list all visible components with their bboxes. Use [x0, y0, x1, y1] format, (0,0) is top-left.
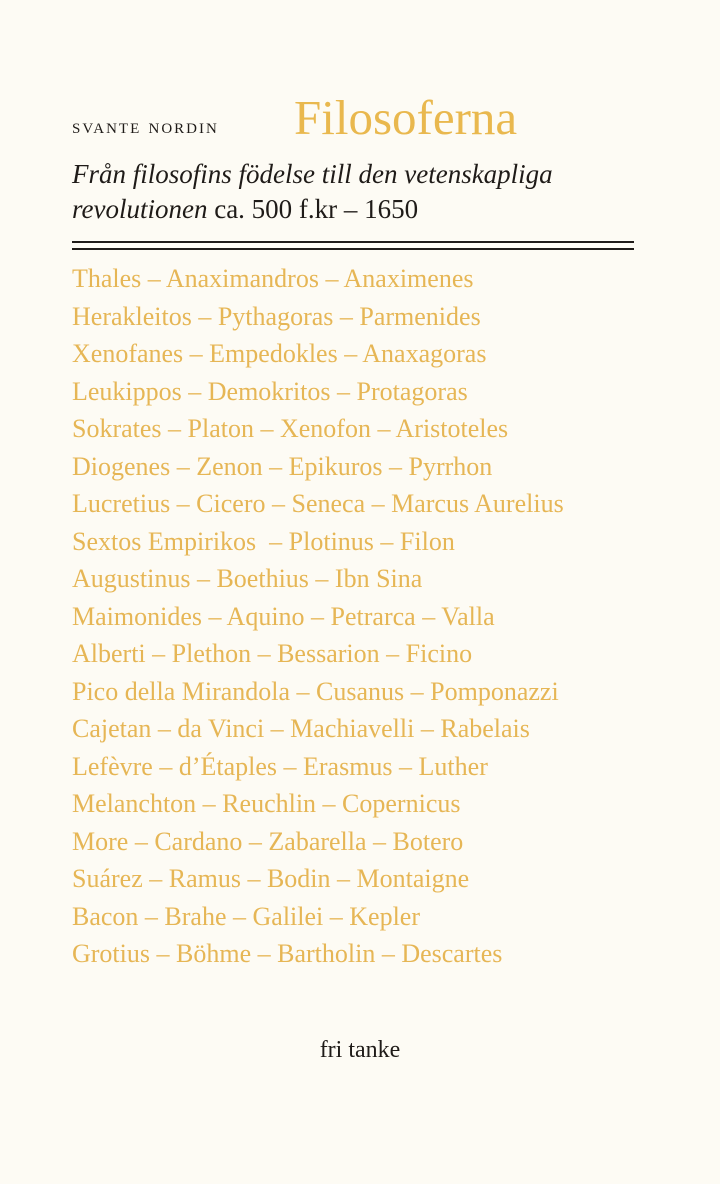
book-title: Filosoferna [294, 90, 518, 145]
philosopher-line: More – Cardano – Zabarella – Botero [72, 826, 464, 856]
philosopher-line: Suárez – Ramus – Bodin – Montaigne [72, 864, 470, 893]
philosopher-line: Melanchton – Reuchlin – Copernicus [72, 789, 461, 818]
publisher-name: fri tanke [319, 1037, 401, 1063]
philosopher-line: Augustinus – Boethius – Ibn Sina [72, 564, 423, 593]
philosopher-line: Maimonides – Aquino – Petrarca – Valla [72, 601, 495, 631]
divider-rule-top [72, 241, 634, 243]
divider-rule-bottom [72, 248, 634, 250]
philosopher-line: Sextos Empirikos – Plotinus – Filon [72, 526, 455, 556]
philosopher-line: Leukippos – Demokritos – Protagoras [72, 376, 468, 406]
philosopher-line: Xenofanes – Empedokles – Anaxagoras [72, 339, 487, 368]
philosopher-line: Sokrates – Platon – Xenofon – Aristoteles [72, 414, 509, 443]
author-name: svante nordin [72, 114, 219, 138]
philosopher-line: Bacon – Brahe – Galilei – Kepler [72, 901, 420, 931]
philosopher-line: Diogenes – Zenon – Epikuros – Pyrrhon [72, 451, 493, 481]
philosopher-line: Herakleitos – Pythagoras – Parmenides [72, 301, 481, 331]
philosopher-line: Thales – Anaximandros – Anaximenes [72, 264, 474, 293]
subtitle-text: Från filosofins födelse till den vetenskapliga revolutionen [72, 159, 553, 224]
cover-header [72, 88, 652, 148]
philosopher-line: Lefèvre – d’Étaples – Erasmus – Luther [72, 751, 488, 781]
philosopher-line: Cajetan – da Vinci – Machiavelli – Rabelais [72, 714, 530, 743]
book-subtitle [72, 157, 652, 227]
philosopher-line: Grotius – Böhme – Bartholin – Descartes [72, 939, 503, 968]
philosopher-list [72, 260, 692, 973]
philosopher-line: Lucretius – Cicero – Seneca – Marcus Aurelius [72, 489, 564, 518]
philosopher-line: Pico della Mirandola – Cusanus – Pomponazzi [72, 676, 559, 706]
philosopher-line: Alberti – Plethon – Bessarion – Ficino [72, 639, 473, 668]
subtitle-dates: ca. 500 f.kr – 1650 [214, 194, 419, 224]
